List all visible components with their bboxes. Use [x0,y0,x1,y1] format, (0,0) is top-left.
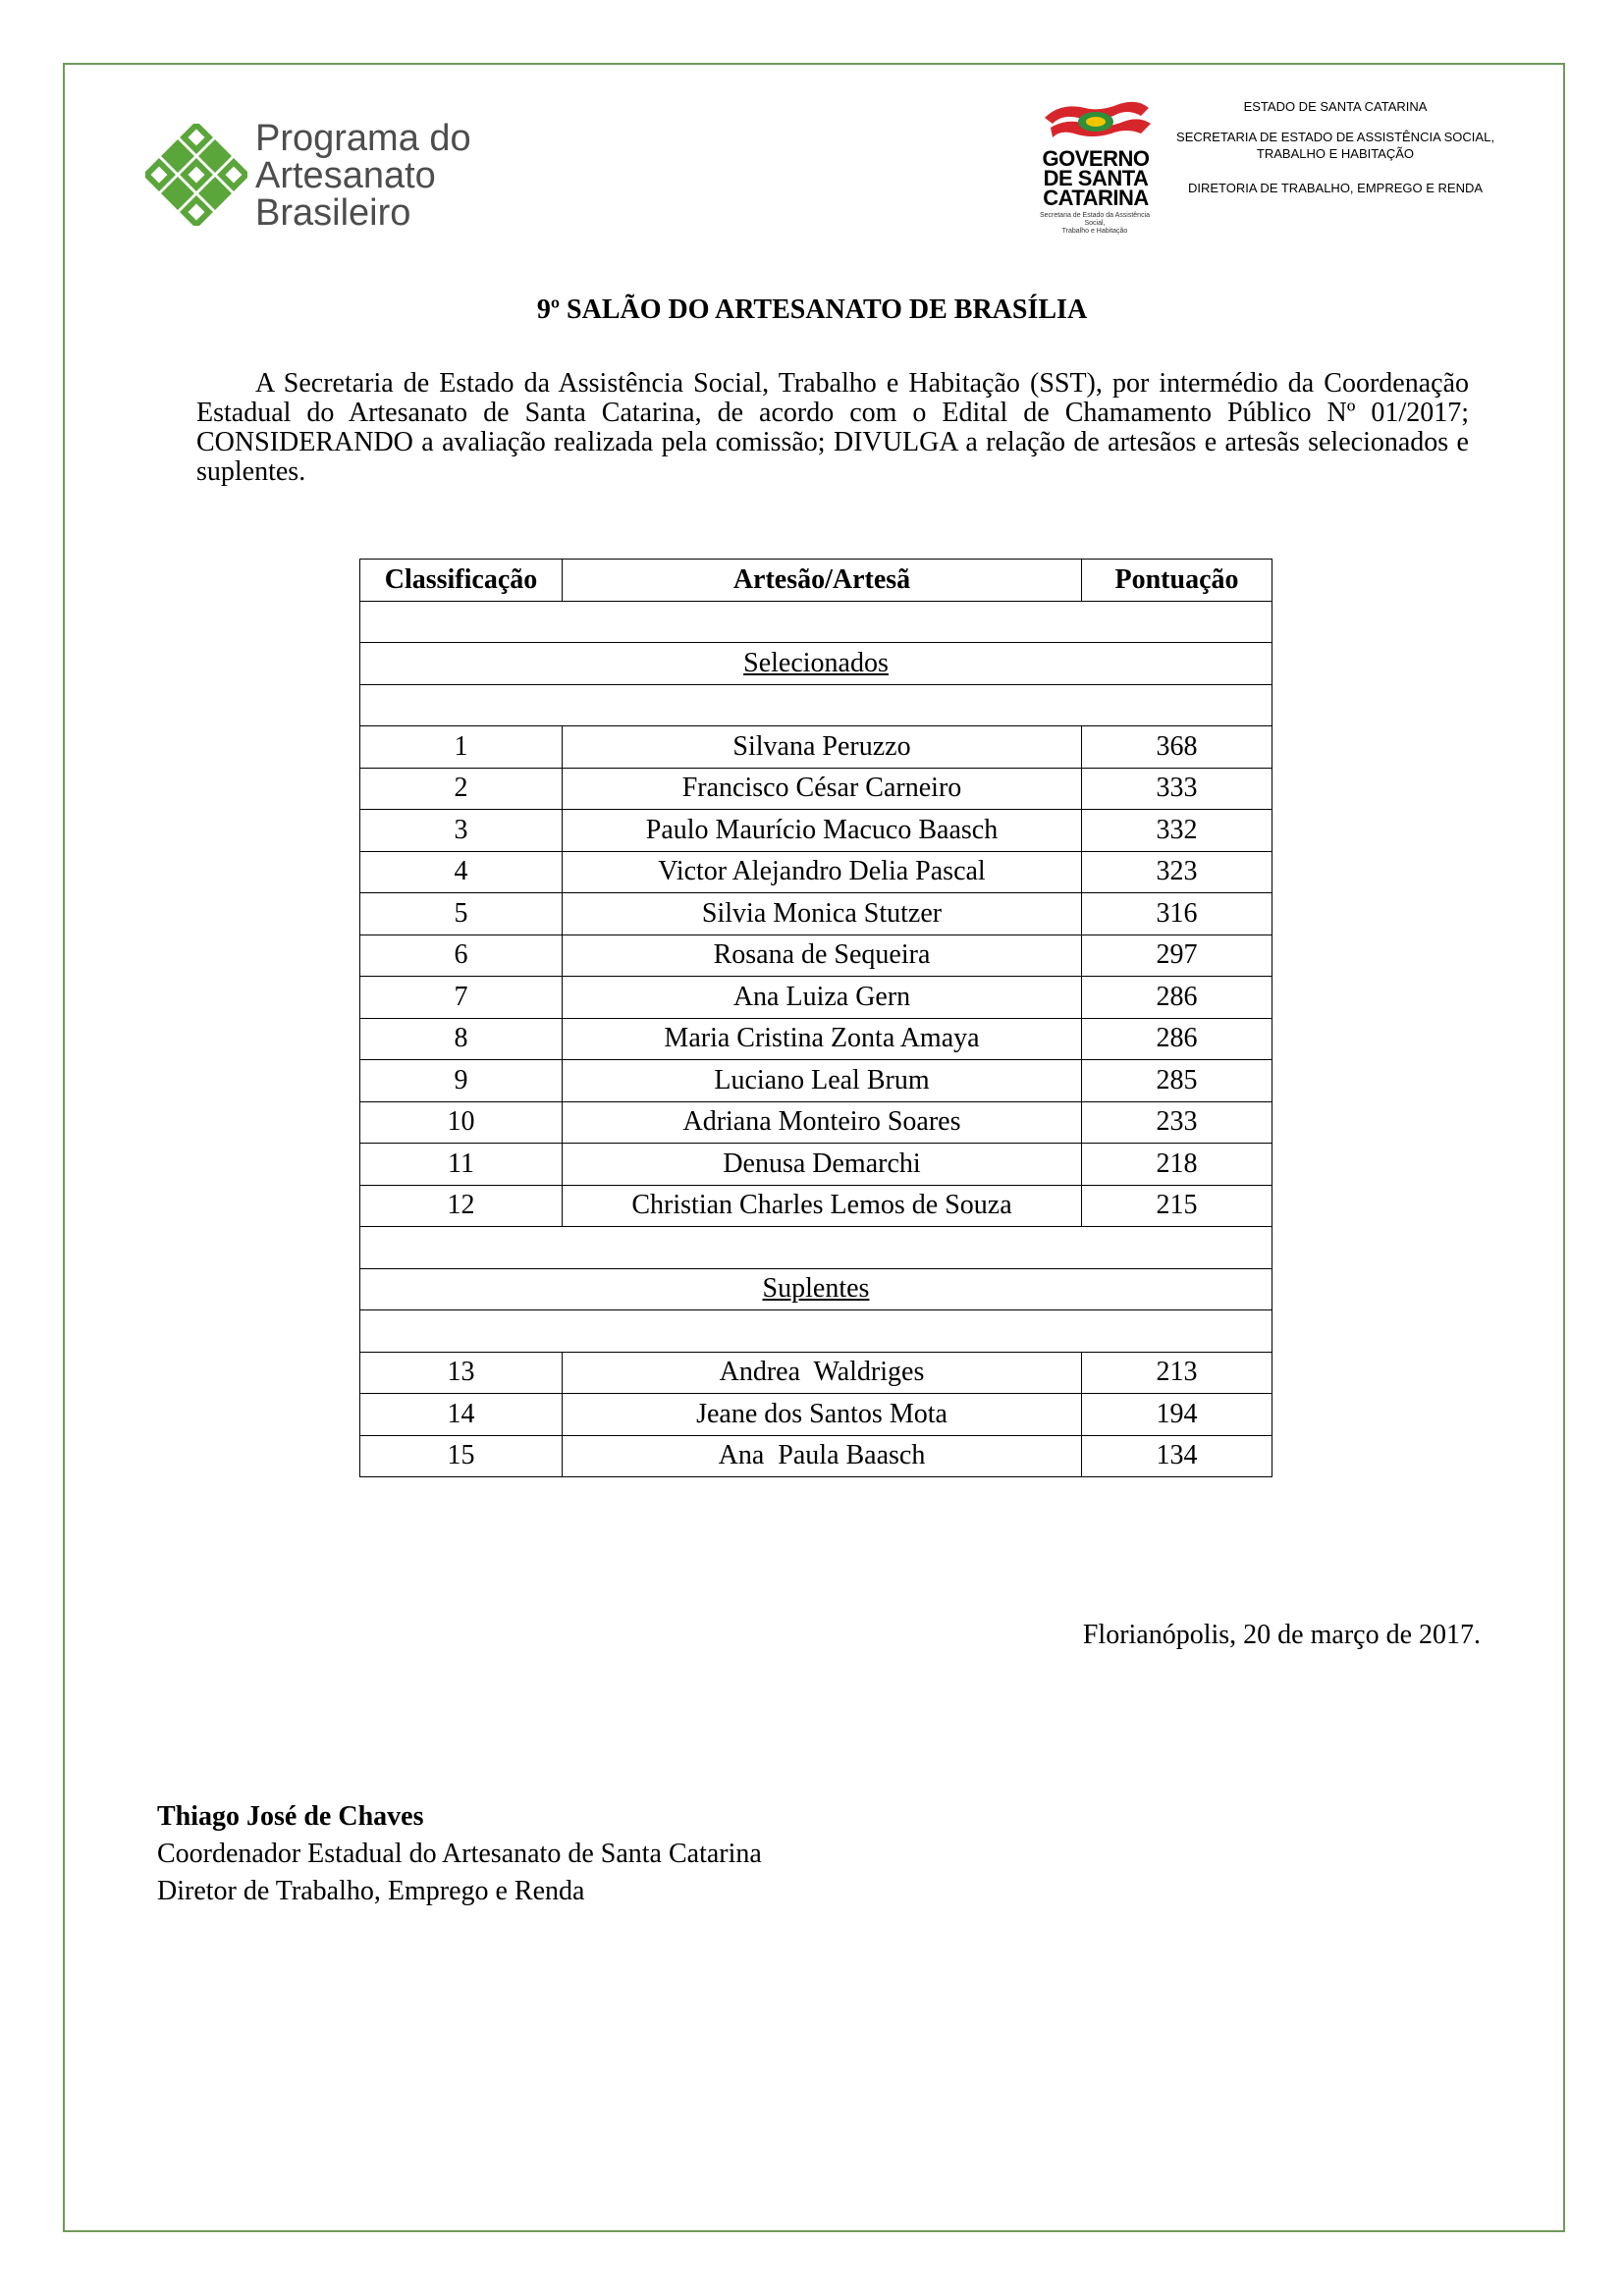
table-row [360,1435,1272,1477]
table-row [360,851,1272,893]
score-cell: 297 [1082,934,1272,977]
table-row [360,1352,1272,1394]
name-cell: Maria Cristina Zonta Amaya [563,1018,1082,1060]
score-cell: 316 [1082,893,1272,935]
spacer-row [360,684,1272,726]
name-cell: Jeane dos Santos Mota [563,1394,1082,1436]
rank-cell: 5 [360,893,563,935]
signatory-name: Thiago José de Chaves [157,1801,424,1832]
table-row [360,1394,1272,1436]
rank-cell: 3 [360,810,563,852]
intro-paragraph [196,369,1469,487]
score-cell: 233 [1082,1101,1272,1144]
score-cell: 368 [1082,726,1272,769]
rank-cell: 15 [360,1435,563,1477]
name-cell: Francisco César Carneiro [563,768,1082,810]
name-cell: Silvia Monica Stutzer [563,893,1082,935]
santa-catarina-flag-icon [1031,98,1159,149]
table-row [360,1060,1272,1102]
program-logo-line: Artesanato [255,155,436,196]
rank-cell: 2 [360,768,563,810]
name-cell: Denusa Demarchi [563,1144,1082,1186]
score-cell: 286 [1082,1018,1272,1060]
header-institution-block [1164,98,1507,196]
intro-text: A Secretaria de Estado da Assistência Social, Trabalho e Habitação (SST), por intermédio da Coordenação Estadual do Artesanato de Santa Catarina, de acordo com o Edital de Chamamento Público Nº 01/2017; CONSIDERANDO a avaliação realizada pela comissão; DIVULGA a relação de artesãos e artesãs selecionados e suplentes. [196,368,1469,487]
table-row [360,977,1272,1019]
program-logo [145,118,479,234]
score-cell: 194 [1082,1394,1272,1436]
government-logo-line: DE SANTA [1043,166,1149,190]
score-cell: 213 [1082,1352,1272,1394]
government-logo-sub-line: Trabalho e Habitação [1061,228,1128,235]
name-cell: Ana Luiza Gern [563,977,1082,1019]
table-row [360,1185,1272,1227]
score-cell: 332 [1082,810,1272,852]
table-row [360,726,1272,769]
government-logo-subtitle [1031,212,1159,236]
table-row [360,893,1272,935]
section-label-selected: Selecionados [360,643,1272,685]
date-line: Florianópolis, 20 de março de 2017. [1082,1620,1481,1650]
table-row [360,768,1272,810]
signatory-role: Diretor de Trabalho, Emprego e Renda [157,1876,585,1906]
government-logo [1031,98,1159,235]
rank-cell: 10 [360,1101,563,1144]
score-cell: 215 [1082,1185,1272,1227]
rank-cell: 12 [360,1185,563,1227]
name-cell: Paulo Maurício Macuco Baasch [563,810,1082,852]
rank-cell: 11 [360,1144,563,1186]
table-row [360,1018,1272,1060]
government-logo-sub-line: Secretaria de Estado da Assistência Social, [1039,212,1151,227]
results-table [359,559,1272,1477]
score-cell: 218 [1082,1144,1272,1186]
section-row-alternates [360,1268,1272,1310]
rank-cell: 9 [360,1060,563,1102]
section-label-alternates: Suplentes [360,1268,1272,1310]
name-cell: Silvana Peruzzo [563,726,1082,769]
rank-cell: 14 [360,1394,563,1436]
header-classification: Classificação [360,560,563,602]
name-cell: Adriana Monteiro Soares [563,1101,1082,1144]
rank-cell: 13 [360,1352,563,1394]
table-row [360,1101,1272,1144]
program-logo-line: Brasileiro [255,192,411,234]
spacer-row [360,1310,1272,1353]
header-secretariat-line: SECRETARIA DE ESTADO DE ASSISTÊNCIA SOCIAL, [1176,130,1494,144]
rank-cell: 1 [360,726,563,769]
score-cell: 134 [1082,1435,1272,1477]
header-state-line: ESTADO DE SANTA CATARINA [1243,99,1428,114]
government-logo-line: GOVERNO [1042,146,1150,171]
score-cell: 323 [1082,851,1272,893]
header-artisan: Artesão/Artesã [563,560,1082,602]
table-row [360,1144,1272,1186]
spacer-row [360,601,1272,643]
signature-block [157,1798,762,1910]
rank-cell: 6 [360,934,563,977]
government-logo-line: CATARINA [1043,186,1149,210]
artesanato-brasileiro-logo-icon [145,124,247,226]
name-cell: Victor Alejandro Delia Pascal [563,851,1082,893]
table-row [360,810,1272,852]
name-cell: Ana Paula Baasch [563,1435,1082,1477]
table-row [360,934,1272,977]
table-header-row [360,560,1272,602]
government-logo-text [1033,146,1159,210]
name-cell: Rosana de Sequeira [563,934,1082,977]
program-logo-text [255,120,471,232]
score-cell: 286 [1082,977,1272,1019]
rank-cell: 7 [360,977,563,1019]
header-score: Pontuação [1082,560,1272,602]
rank-cell: 4 [360,851,563,893]
name-cell: Christian Charles Lemos de Souza [563,1185,1082,1227]
spacer-row [360,1227,1272,1269]
document-title: 9º SALÃO DO ARTESANATO DE BRASÍLIA [536,294,1088,325]
score-cell: 333 [1082,768,1272,810]
name-cell: Andrea Waldriges [563,1352,1082,1394]
signatory-role: Coordenador Estadual do Artesanato de Santa Catarina [157,1839,762,1869]
header-secretariat-line: TRABALHO E HABITAÇÃO [1256,146,1415,161]
program-logo-line: Programa do [255,118,471,159]
section-row-selected [360,643,1272,685]
score-cell: 285 [1082,1060,1272,1102]
name-cell: Luciano Leal Brum [563,1060,1082,1102]
header-directorate-line: DIRETORIA DE TRABALHO, EMPREGO E RENDA [1187,181,1484,195]
rank-cell: 8 [360,1018,563,1060]
